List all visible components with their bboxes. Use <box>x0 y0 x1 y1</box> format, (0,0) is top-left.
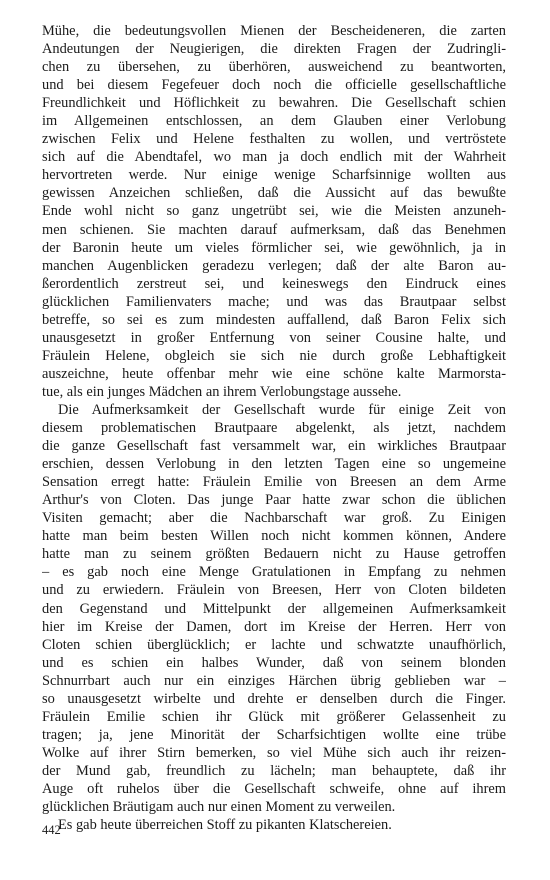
text-line: Cloten schien überglücklich; er lachte und schwatzte unaufhörlich, <box>42 636 506 653</box>
text-line: Schnurrbart auch nur ein einziges Härchen übrig geblieben war – <box>42 672 506 689</box>
text-line: gewissen Anzeichen schließen, daß die Aussicht auf das bewußte <box>42 185 506 202</box>
text-line: Fräulein Helene, obgleich sie sich nie durch große Lebhaftigkeit <box>42 347 506 364</box>
text-line: hatte man beim besten Willen noch nicht kommen können, Andere <box>42 528 506 545</box>
text-line: der Baronin heute um vieles förmlicher sei, wie gewöhnlich, ja in <box>42 239 506 256</box>
text-line: hervortreten werde. Nur einige wenige Scharfsinnige wollten aus <box>42 167 506 184</box>
text-line: ßerordentlich zerstreut sei, und keineswegs den Eindruck eines <box>42 275 506 292</box>
text-line: zwischen Felix und Helene festhalten zu wollen, und vertröstete <box>42 131 506 148</box>
paragraph-1 <box>42 22 506 401</box>
text-line: unausgesetzt in großer Entfernung von seiner Cousine halte, und <box>42 329 506 346</box>
text-line: der Mund gab, freundlich zu lächeln; man behauptete, daß ihr <box>42 762 506 779</box>
text-line: Wolke auf ihrer Stirn bemerken, so viel Mühe sich auch ihr reizen- <box>42 744 506 761</box>
text-line: glücklichen Bräutigam auch nur einen Moment zu verweilen. <box>42 799 396 816</box>
text-line: Arthur's von Cloten. Das junge Paar hatte zwar schon die üblichen <box>42 492 506 509</box>
text-line: Freundlichkeit und Höflichkeit zu bewahren. Die Gesellschaft schien <box>42 95 506 112</box>
text-line: Auge oft ruhelos über die Gesellschaft schweife, ohne auf ihrem <box>42 780 506 797</box>
text-line: Visiten gemacht; aber die Nachbarschaft war groß. Zu Einigen <box>42 510 506 527</box>
text-line: Ende wohl nicht so ganz ungetrübt sei, wie die Meisten anzuneh- <box>42 203 506 220</box>
text-line: tue, als ein junges Mädchen an ihrem Verlobungstage aussehe. <box>42 383 402 400</box>
text-line: hatte man zu seinem größten Bedauern nicht zu Hause getroffen <box>42 546 506 563</box>
text-line: hier im Kreise der Damen, dort im Kreise der Herren. Herr von <box>42 618 506 635</box>
page-text <box>42 22 506 834</box>
text-line: Mühe, die bedeutungsvollen Mienen der Bescheideneren, die zarten <box>42 23 506 39</box>
text-line: – es gab noch eine Menge Gratulationen in Empfang zu nehmen <box>42 564 506 581</box>
text-line: die ganze Gesellschaft fast versammelt war, ein wirkliches Brautpaar <box>42 438 506 455</box>
text-line: den Gegenstand und Mittelpunkt der allgemeinen Aufmerksamkeit <box>42 600 506 617</box>
text-line: sich auf die Abendtafel, wo man ja doch endlich mit der Wahrheit <box>42 149 506 166</box>
text-line: diesem problematischen Brautpaare abgelenkt, als jetzt, nachdem <box>42 420 506 437</box>
page-number: 442 <box>42 823 61 837</box>
text-line: Die Aufmerksamkeit der Gesellschaft wurde für einige Zeit von <box>58 401 506 418</box>
text-line: chen zu übersehen, zu überhören, ausweichend zu beantworten, <box>42 59 506 76</box>
text-line: Es gab heute überreichen Stoff zu pikanten Klatschereien. <box>58 817 392 834</box>
paragraph-2 <box>42 401 506 816</box>
text-line: so unausgesetzt wirbelte und drehte er denselben durch die Finger. <box>42 690 506 707</box>
text-line: glücklichen Familienvaters mache; und was das Brautpaar selbst <box>42 293 506 310</box>
text-line: erschien, dessen Verlobung in den letzten Tagen eine so ungemeine <box>42 456 506 473</box>
text-line: im Allgemeinen entschlossen, an dem Glauben einer Verlobung <box>42 113 506 130</box>
text-line: Fräulein Emilie schien ihr Glück mit größerer Gelassenheit zu <box>42 708 506 725</box>
text-line: men schienen. Sie machten darauf aufmerksam, daß das Benehmen <box>42 221 506 238</box>
text-line: betreffe, so sei es zum mindesten auffallend, daß Baron Felix sich <box>42 311 506 328</box>
text-line: auszeichne, heute offenbar mehr wie eine schöne kalte Marmorsta- <box>42 365 506 382</box>
text-line: tragen; ja, jene Minorität der Scharfsichtigen wollte eine trübe <box>42 726 506 743</box>
text-line: und es schien ein halbes Wunder, daß von seinem blonden <box>42 654 506 671</box>
text-line: und bei diesem Fegefeuer doch noch die officielle gesellschaftliche <box>42 77 506 94</box>
text-line: manchen Augenblicken geradezu verlegen; daß der alte Baron au- <box>42 257 506 274</box>
text-line: Sensation erregt hatte: Fräulein Emilie von Breesen an dem Arme <box>42 474 506 491</box>
text-line: und zu erwiedern. Fräulein von Breesen, Herr von Cloten bildeten <box>42 582 506 599</box>
paragraph-3 <box>42 816 506 834</box>
text-line: Andeutungen der Neugierigen, die direkten Fragen der Zudringli- <box>42 41 506 58</box>
